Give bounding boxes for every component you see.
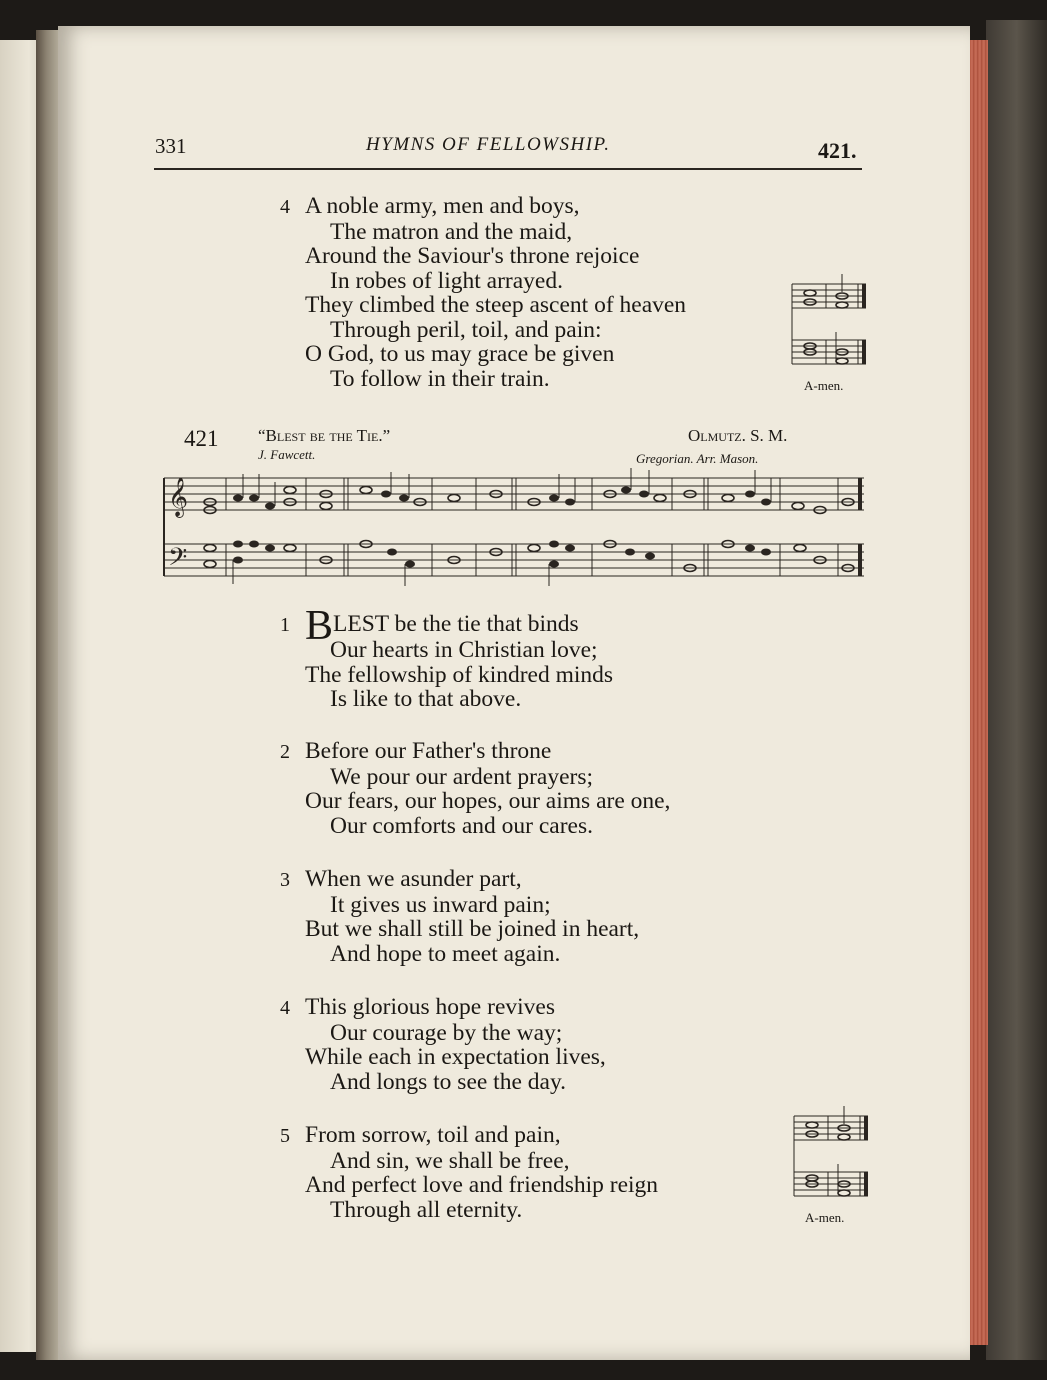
verse-number: 4 (280, 196, 290, 218)
verse-number: 5 (280, 1125, 290, 1147)
prev-hymn-verse (280, 194, 686, 391)
verse-number: 1 (280, 614, 290, 636)
verse-line: To follow in their train. (330, 365, 550, 392)
verse-line: O God, to us may grace be given (305, 341, 615, 367)
verse-line: From sorrow, toil and pain, (305, 1122, 561, 1148)
amen-music-snippet (792, 1104, 872, 1204)
verse-line: Our comforts and our cares. (330, 812, 593, 839)
verse-line: The fellowship of kindred minds (305, 661, 614, 688)
verse-line: But we shall still be joined in heart, (305, 916, 640, 942)
hymn-verse-2 (280, 739, 670, 838)
drop-cap: B (305, 603, 334, 649)
amen-label: A-men. (805, 1210, 845, 1225)
page-number: 331 (155, 134, 187, 158)
tune-name: Olmutz. S. M. (688, 426, 788, 445)
verse-line: And hope to meet again. (330, 940, 561, 967)
verse-line: LEST be the tie that binds (333, 611, 579, 637)
book-cover-edge (986, 20, 1047, 1360)
hymn-verse-3 (280, 867, 639, 966)
verse-number: 3 (280, 869, 290, 891)
verse-line: Around the Saviour's throne rejoice (305, 243, 640, 269)
running-title: HYMNS OF FELLOWSHIP. (366, 134, 611, 155)
verse-number: 2 (280, 741, 290, 763)
verse-line: Before our Father's throne (305, 738, 552, 764)
verse-line: Our fears, our hopes, our aims are one, (305, 788, 671, 814)
verse-line: While each in expectation lives, (305, 1044, 606, 1070)
verse-line: Through peril, toil, and pain: (330, 316, 602, 343)
svg-text:𝄢: 𝄢 (168, 543, 188, 578)
verse-line: In robes of light arrayed. (330, 267, 563, 294)
header-rule (154, 168, 862, 170)
verse-line: They climbed the steep ascent of heaven (305, 292, 687, 318)
author: J. Fawcett. (258, 447, 316, 462)
verse-line: It gives us inward pain; (330, 891, 551, 918)
verse-line: We pour our ardent prayers; (330, 763, 594, 790)
verse-line: Our hearts in Christian love; (330, 637, 598, 663)
composer: Gregorian. Arr. Mason. (636, 451, 759, 466)
verse-line: And perfect love and friendship reign (305, 1172, 659, 1198)
music-score (160, 468, 866, 588)
amen-label: A-men. (804, 378, 844, 393)
hymn-number: 421 (184, 426, 219, 451)
svg-text:𝄞: 𝄞 (168, 477, 189, 517)
hymn-verse-1 (280, 603, 614, 712)
verse-line: This glorious hope revives (305, 994, 555, 1020)
hymn-title: “Blest be the Tie.” (258, 426, 391, 445)
verse-line: And sin, we shall be free, (330, 1147, 570, 1174)
verse-line: Is like to that above. (330, 686, 522, 712)
verse-line: When we asunder part, (305, 866, 522, 892)
verse-line: And longs to see the day. (330, 1068, 567, 1095)
verse-line: Our courage by the way; (330, 1019, 563, 1046)
hymn-verse-4 (280, 995, 606, 1094)
verse-number: 4 (280, 997, 290, 1019)
hymn-verse-5 (280, 1123, 658, 1222)
verse-line: A noble army, men and boys, (305, 193, 580, 219)
verse-line: The matron and the maid, (330, 218, 573, 245)
header-hymn-number: 421. (818, 138, 857, 163)
amen-music-snippet (790, 272, 870, 372)
verse-line: Through all eternity. (330, 1196, 523, 1223)
